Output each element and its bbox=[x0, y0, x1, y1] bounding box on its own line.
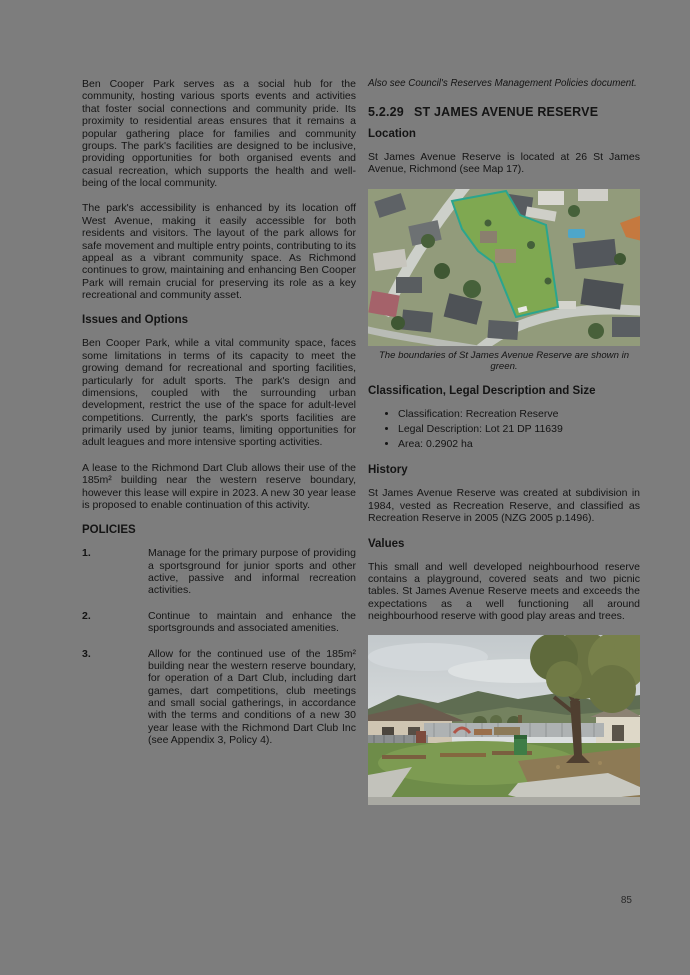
area-item: • Area: 0.2902 ha bbox=[398, 438, 640, 452]
policy-text: Manage for the primary purpose of providing a sportsground for junior sports and other active, passive and informal recreation activities. bbox=[148, 547, 356, 597]
policy-text: Continue to maintain and enhance the sportsgrounds and associated amenities. bbox=[148, 609, 356, 635]
classification-list bbox=[368, 408, 640, 451]
aerial-photo-graphic bbox=[368, 189, 640, 346]
aerial-photo bbox=[368, 189, 640, 346]
classification-item: • Classification: Recreation Reserve bbox=[398, 408, 640, 422]
paragraph-accessibility: The park's accessibility is enhanced by its location off West Avenue, making it easily accessible for both residents and visitors. The layout of the park allows for safe movement and multiple entry points, contributing to its appeal as a vibrant community space. As Richmond continues to grow, maintaining and enhancing Ben Cooper Park will remain crucial for preserving its role as a key recreational and community asset. bbox=[82, 202, 356, 301]
location-heading: Location bbox=[368, 127, 416, 140]
policy-item-1 bbox=[82, 547, 356, 597]
policy-number: 3. bbox=[82, 647, 91, 660]
right-column bbox=[368, 78, 640, 805]
policy-item-3 bbox=[82, 648, 356, 747]
classification-heading: Classification, Legal Description and Size bbox=[368, 385, 596, 398]
values-text: This small and well developed neighbourhood reserve contains a playground, covered seats and two picnic tables. St James Avenue Reserve meets and exceeds the expectations as a well functioning all around neighbourhood reserve with good play areas and trees. bbox=[368, 560, 640, 623]
history-text: St James Avenue Reserve was created at subdivision in 1984, vested as Recreation Reserve, and classified as Recreation Reserve in 2005 (NZG 2005 p.1496). bbox=[368, 487, 640, 525]
paragraph-lease: A lease to the Richmond Dart Club allows their use of the 185m² building near the western reserve boundary, however this lease will expire in 2023. A new 30 year lease is proposed to enable continuation of this activity. bbox=[82, 461, 356, 511]
paragraph-issues: Ben Cooper Park, while a vital community space, faces some limitations in terms of its capacity to meet the growing demand for recreational and sporting facilities, particularly for adult sports. The park's design and dimensions, coupled with the surrounding urban development, restrict the use of the space for adult-level competitions. Currently, the park's sports facilities are primarily used by junior teams, limiting opportunities for adult leagues and more intensive sporting activities. bbox=[82, 337, 356, 449]
park-photo-graphic bbox=[368, 635, 640, 805]
legal-description-item: • Legal Description: Lot 21 DP 11639 bbox=[398, 423, 640, 437]
section-title: ST JAMES AVENUE RESERVE bbox=[413, 104, 599, 119]
page-number: 85 bbox=[620, 895, 632, 906]
issues-options-heading: Issues and Options bbox=[82, 314, 189, 327]
values-heading: Values bbox=[368, 537, 405, 550]
section-heading bbox=[368, 105, 640, 119]
policies-heading: POLICIES bbox=[82, 524, 136, 537]
section-number: 5.2.29 bbox=[368, 104, 404, 119]
park-photo bbox=[368, 635, 640, 805]
aerial-photo-caption: The boundaries of St James Avenue Reserve are shown in green. bbox=[378, 349, 630, 373]
paragraph-community: Ben Cooper Park serves as a social hub for the community, hosting various sports events and activities that foster social connections and community pride. Its proximity to residential areas ensures that it remains a popular gathering place for families and community groups. The park's facilities are designed to be inclusive, providing opportunities for both organised events and casual recreation, which supports the health and well-being of the local community. bbox=[82, 78, 356, 189]
cross-reference-note: Also see Council's Reserves Management Policies document. bbox=[368, 78, 637, 89]
policy-text: Allow for the continued use of the 185m² building near the western reserve boundary, for operation of a Dart Club, including dart games, dart competitions, club meetings and small social gatherings, in accordance with the terms and conditions of a new 30 year lease with the Richmond Dart Club Inc (see Appendix 3, Policy 4). bbox=[148, 647, 356, 747]
history-heading: History bbox=[368, 464, 408, 477]
left-column bbox=[82, 78, 356, 760]
policy-item-2 bbox=[82, 610, 356, 635]
location-text: St James Avenue Reserve is located at 26 St James Avenue, Richmond (see Map 17). bbox=[368, 150, 640, 176]
policy-number: 2. bbox=[82, 609, 91, 622]
policy-number: 1. bbox=[82, 547, 91, 560]
